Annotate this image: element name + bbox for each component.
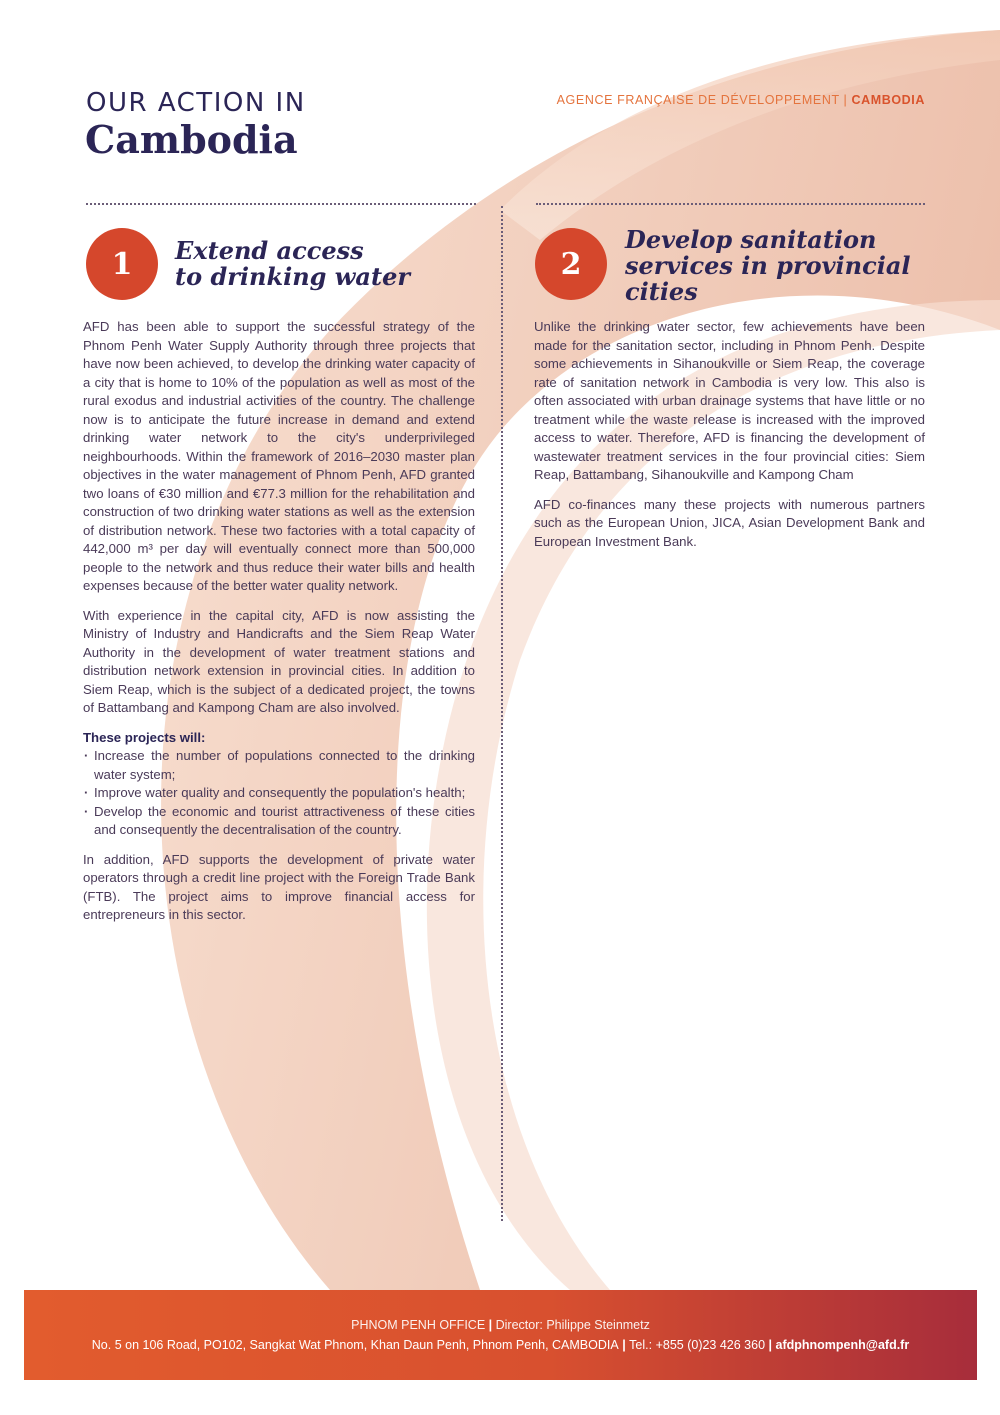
footer-separator: | <box>765 1338 776 1352</box>
section-1-title <box>175 238 410 290</box>
section-1-list-heading: These projects will: <box>83 729 206 745</box>
section-2-title-line-2: services in provincial <box>625 251 911 280</box>
footer-office: PHNOM PENH OFFICE <box>351 1318 486 1332</box>
footer-email-link[interactable]: afdphnompenh@afd.fr <box>775 1338 910 1352</box>
footer-address: No. 5 on 106 Road, PO102, Sangkat Wat Phnom, Khan Daun Penh, Phnom Penh, CAMBODIA <box>91 1338 619 1352</box>
section-1-title-line-1: Extend access <box>175 236 364 265</box>
left-divider <box>86 203 476 205</box>
footer-separator: | <box>618 1338 630 1352</box>
section-2-title-line-1: Develop sanitation <box>625 225 877 254</box>
footer-separator: | <box>485 1318 496 1332</box>
section-1-badge: 1 <box>86 228 158 300</box>
footer-office-line <box>24 1318 977 1332</box>
footer-contact-bar <box>24 1290 977 1380</box>
agency-separator: | <box>839 93 852 107</box>
page-title: Cambodia <box>85 117 298 162</box>
section-1-paragraph-1: AFD has been able to support the successful strategy of the Phnom Penh Water Supply Authority through three projects that have now been achieved, to develop the drinking water capacity of a city that is home to 10% of the population as well as most of the rural exodus and industrial activities of the country. The challenge now is to anticipate the future increase in demand and extend drinking water network to the city's underprivileged neighbourhoods. Within the framework of 2016–2030 master plan objectives in the water management of Phnom Penh, AFD granted two loans of €30 million and €77.3 million for the rehabilitation and construction of two drinking water stations as well as the extension of distribution network. These two factories with a total capacity of 442,000 m³ per day will eventually connect more than 500,000 people to the network and thus reduce their water bills and health expenses because of the better water quality network. <box>83 319 475 593</box>
agency-country: CAMBODIA <box>851 93 925 107</box>
section-1-bullet-list <box>83 747 475 840</box>
bullet-item: · Increase the number of populations connected to the drinking water system; <box>83 747 475 784</box>
bullet-item: · Improve water quality and consequently the population's health; <box>83 784 475 803</box>
section-1-body <box>83 318 475 936</box>
section-2-title <box>625 227 911 305</box>
footer-address-line <box>24 1338 977 1352</box>
right-divider <box>536 203 925 205</box>
agency-name: AGENCE FRANÇAISE DE DÉVELOPPEMENT <box>556 93 840 107</box>
section-2-paragraph-1: Unlike the drinking water sector, few achievements have been made for the sanitation sector, including in Phnom Penh. Despite some achievements in Sihanoukville or Siem Reap, the coverage rate of sanitation network in Cambodia is very low. This also is often associated with urban drainage systems that have little or no treatment while the waste release is increased with the improved access to water. Therefore, AFD is financing the development of wastewater treatment services in the four provincial cities: Siem Reap, Battambang, Sihanoukville and Kampong Cham <box>534 319 925 482</box>
footer-tel: Tel.: +855 (0)23 426 360 <box>629 1338 766 1352</box>
section-2-body <box>534 318 925 562</box>
section-1-paragraph-3: In addition, AFD supports the development of private water operators through a credit line project with the Foreign Trade Bank (FTB). The project aims to improve financial access for entrepreneurs in this sector. <box>83 851 475 922</box>
section-1-title-line-2: to drinking water <box>175 262 410 291</box>
footer-director: Director: Philippe Steinmetz <box>495 1318 650 1332</box>
header-kicker: OUR ACTION IN <box>86 88 306 118</box>
section-2-title-line-3: cities <box>625 277 698 306</box>
agency-label <box>557 93 925 107</box>
section-2-paragraph-2: AFD co-finances many these projects with numerous partners such as the European Union, JICA, Asian Development Bank and European Investment Bank. <box>534 496 925 549</box>
bullet-item: · Develop the economic and tourist attractiveness of these cities and consequently the decentralisation of the country. <box>83 803 475 840</box>
column-divider <box>501 206 503 1221</box>
section-1-paragraph-2: With experience in the capital city, AFD is now assisting the Ministry of Industry and Handicrafts and the Siem Reap Water Authority in the development of water treatment stations and distribution network extension in provincial cities. In addition to Siem Reap, which is the subject of a dedicated project, the towns of Battambang and Kampong Cham are also involved. <box>83 607 475 715</box>
section-2-badge: 2 <box>535 228 607 300</box>
